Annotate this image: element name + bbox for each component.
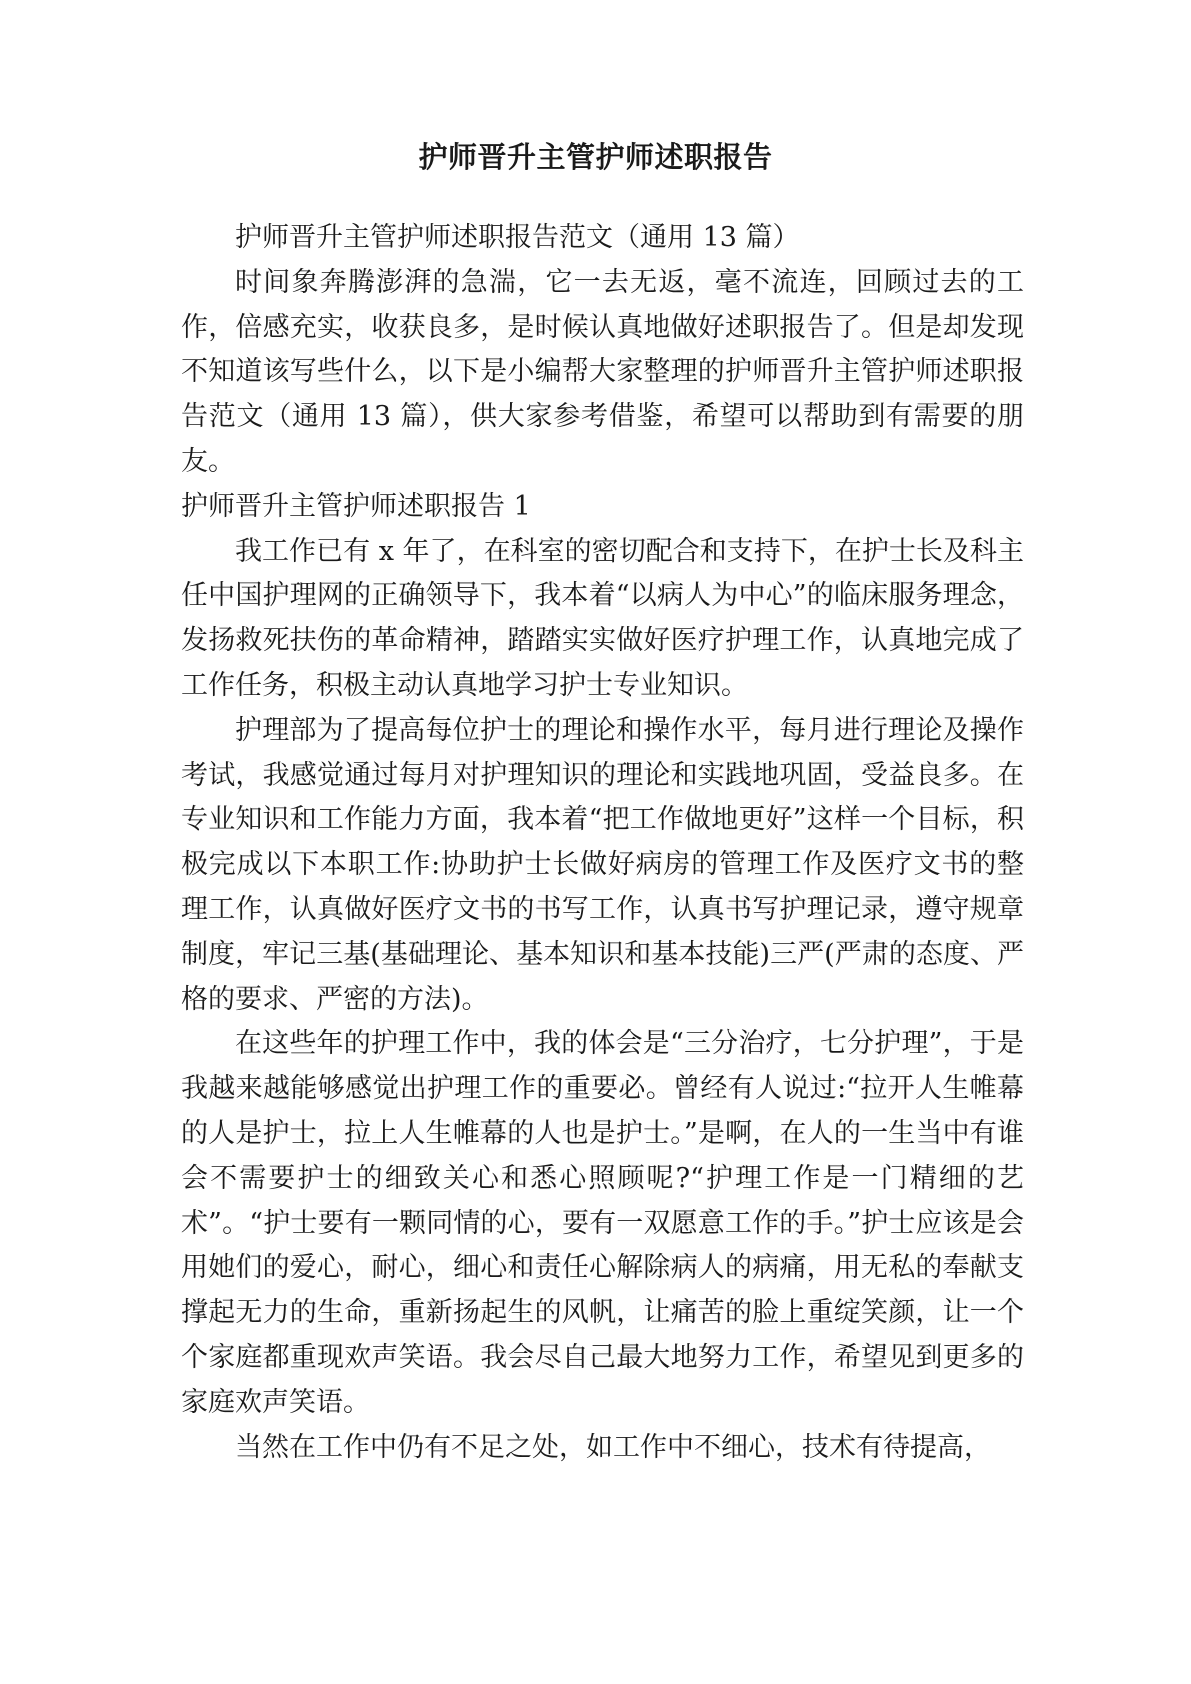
body-paragraph: 在这些年的护理工作中，我的体会是“三分治疗，七分护理”，于是我越来越能够感觉出护理工作的重要必。曾经有人说过:“拉开人生帷幕的人是护士，拉上人生帷幕的人也是护士。”是啊，在人的一生当中有谁会不需要护士的细致关心和悉心照顾呢?“护理工作是一门精细的艺术”。“护士要有一颗同情的心，要有一双愿意工作的手。”护士应该是会用她们的爱心，耐心，细心和责任心解除病人的病痛，用无私的奉献支撑起无力的生命，重新扬起生的风帆，让痛苦的脸上重绽笑颜，让一个个家庭都重现欢声笑语。我会尽自己最大地努力工作，希望见到更多的家庭欢声笑语。	[181, 1028, 1024, 1418]
body-paragraph: 护师晋升主管护师述职报告范文（通用 13 篇）	[235, 222, 800, 253]
document-body	[181, 216, 1024, 1470]
body-paragraph: 护理部为了提高每位护士的理论和操作水平，每月进行理论及操作考试，我感觉通过每月对护理知识的理论和实践地巩固，受益良多。在专业知识和工作能力方面，我本着“把工作做地更好”这样一个目标，积极完成以下本职工作:协助护士长做好病房的管理工作及医疗文书的整理工作，认真做好医疗文书的书写工作，认真书写护理记录，遵守规章制度，牢记三基(基础理论、基本知识和基本技能)三严(严肃的态度、严格的要求、严密的方法)。	[181, 714, 1024, 1015]
body-paragraph: 我工作已有 x 年了，在科室的密切配合和支持下，在护士长及科主任中国护理网的正确领导下，我本着“以病人为中心”的临床服务理念，发扬救死扶伤的革命精神，踏踏实实做好医疗护理工作，认真地完成了工作任务，积极主动认真地学习护士专业知识。	[181, 535, 1024, 701]
body-paragraph: 当然在工作中仍有不足之处，如工作中不细心，技术有待提高，	[235, 1431, 991, 1463]
section-heading: 护师晋升主管护师述职报告 1	[181, 490, 531, 522]
document-title: 护师晋升主管护师述职报告	[418, 140, 773, 174]
body-paragraph: 时间象奔腾澎湃的急湍，它一去无返，毫不流连，回顾过去的工作，倍感充实，收获良多，是时候认真地做好述职报告了。但是却发现不知道该写些什么，以下是小编帮大家整理的护师晋升主管护师述职报告范文（通用 13 篇），供大家参考借鉴，希望可以帮助到有需要的朋友。	[181, 266, 1024, 477]
